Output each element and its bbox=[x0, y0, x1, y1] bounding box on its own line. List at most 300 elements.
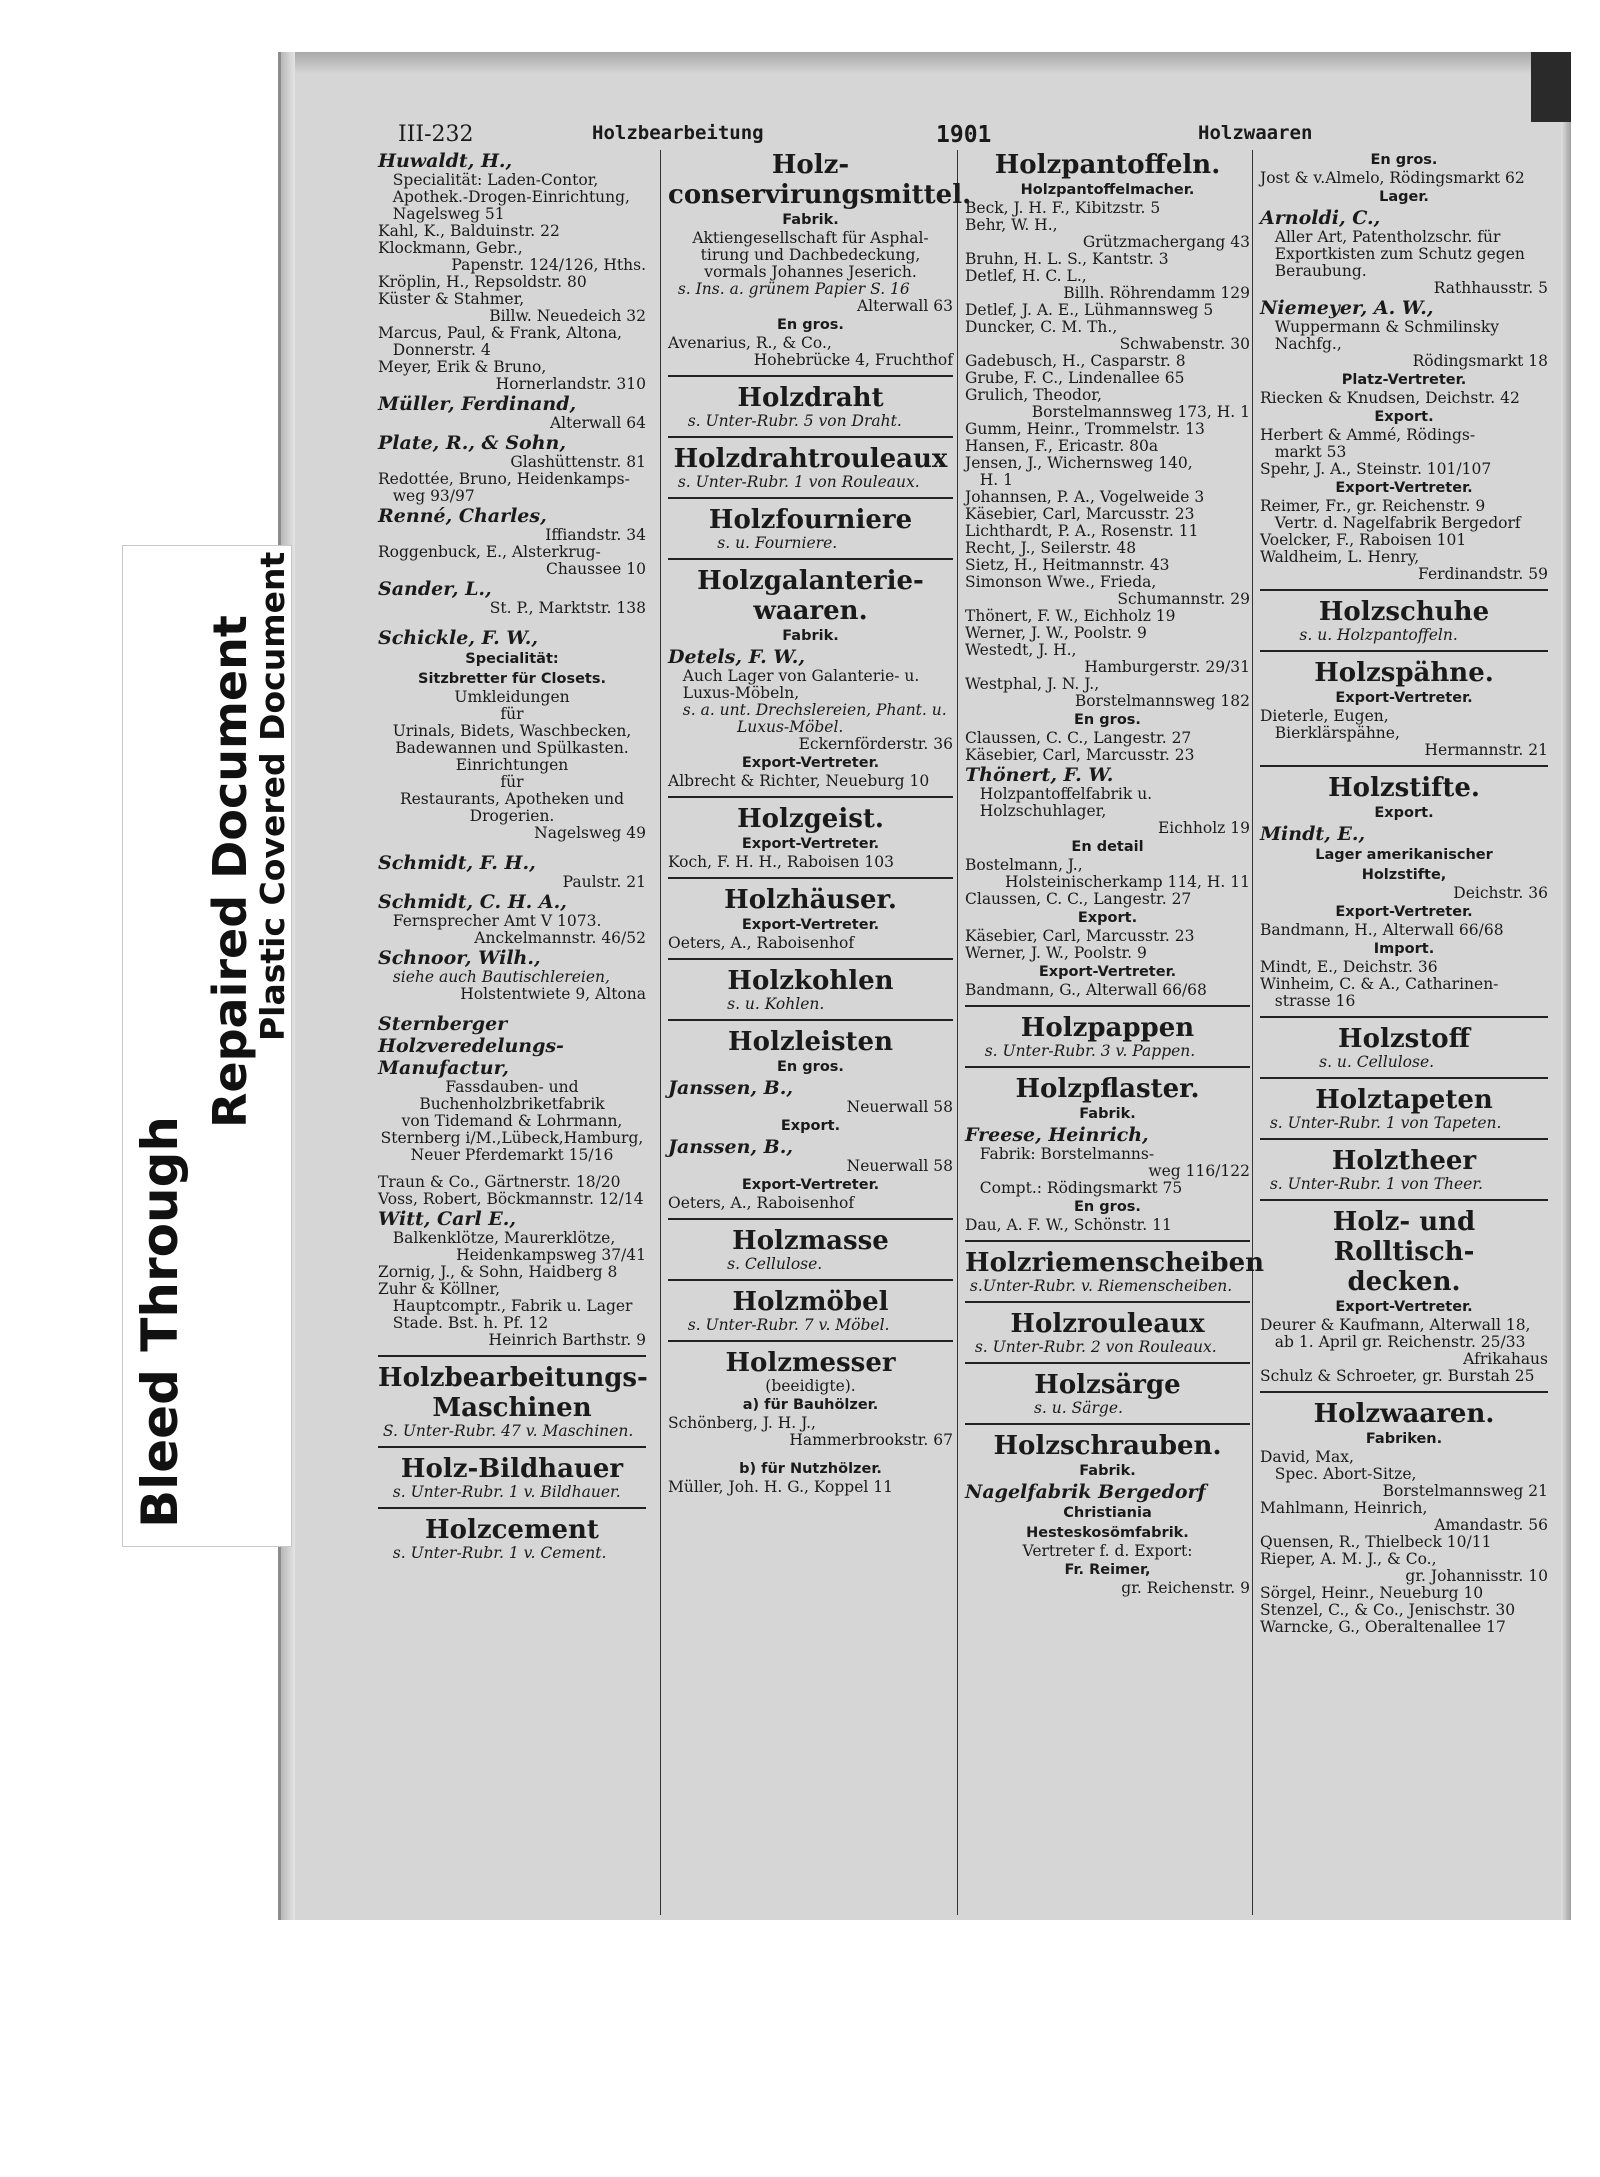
entry-address: Heinrich Barthstr. 9 bbox=[488, 1331, 646, 1349]
entry-address: gr. Reichenstr. 9 bbox=[1121, 1579, 1250, 1597]
category-heading: Holz-Bildhauer bbox=[400, 1454, 624, 1484]
category-heading: Holzmasse bbox=[732, 1226, 889, 1256]
label-repaired-document: Repaired Document bbox=[203, 615, 257, 1128]
entry-line: Exportkisten zum Schutz gegen bbox=[1260, 245, 1525, 263]
entry-line: Holzschuhlager, bbox=[965, 802, 1107, 820]
spacer bbox=[378, 842, 646, 852]
entry-line: Detlef, J. A. E., Lühmannsweg 5 bbox=[965, 301, 1214, 319]
sub-heading: Hesteskosömfabrik. bbox=[1026, 1525, 1189, 1541]
entry-line: Oeters, A., Raboisenhof bbox=[668, 934, 855, 952]
category-heading: Holzpantoffeln. bbox=[994, 150, 1221, 180]
entry-line: Westedt, J. H., bbox=[965, 641, 1077, 659]
cross-reference: s. Unter-Rubr. 7 v. Möbel. bbox=[668, 1316, 890, 1334]
entry-name: Janssen, B., bbox=[668, 1136, 793, 1158]
section-rule bbox=[965, 1066, 1250, 1068]
section-rule bbox=[668, 796, 953, 798]
sub-heading: Export. bbox=[1374, 409, 1434, 425]
entry-line: Jost & v.Almelo, Rödingsmarkt 62 bbox=[1260, 169, 1525, 187]
category-heading: Holzgeist. bbox=[737, 804, 884, 834]
entry-line: Spec. Abort-Sitze, bbox=[1260, 1465, 1417, 1483]
entry-address: Schwabenstr. 30 bbox=[1119, 335, 1250, 353]
entry-line: Grulich, Theodor, bbox=[965, 386, 1102, 404]
entry-line: Stenzel, C., & Co., Jenischstr. 30 bbox=[1260, 1601, 1516, 1619]
entry-centered: Badewannen und Spülkasten. bbox=[395, 739, 629, 757]
entry-line: ab 1. April gr. Reichenstr. 25/33 bbox=[1260, 1333, 1526, 1351]
entry-address: Hammerbrookstr. 67 bbox=[789, 1431, 953, 1449]
entry-line: Luxus-Möbeln, bbox=[668, 684, 800, 702]
entry-line: Westphal, J. N. J., bbox=[965, 675, 1100, 693]
category-heading: Holzschuhe bbox=[1318, 597, 1490, 627]
entry-line: strasse 16 bbox=[1260, 992, 1356, 1010]
entry-address: Holstentwiete 9, Altona bbox=[460, 985, 646, 1003]
cross-reference: s. Unter-Rubr. 3 v. Pappen. bbox=[965, 1042, 1196, 1060]
category-heading: Holzhäuser. bbox=[724, 885, 897, 915]
entry-centered: für bbox=[500, 705, 524, 723]
entry-line: Apothek.-Drogen-Einrichtung, bbox=[378, 188, 630, 206]
spacer bbox=[378, 617, 646, 627]
category-heading: Holzstoff bbox=[1338, 1024, 1470, 1054]
category-heading: Holzdraht bbox=[737, 383, 884, 413]
entry-line: Claussen, C. C., Langestr. 27 bbox=[965, 729, 1192, 747]
entry-centered: vormals Johannes Jeserich. bbox=[704, 263, 917, 281]
category-heading: Holzcement bbox=[425, 1515, 599, 1545]
section-rule bbox=[378, 1507, 646, 1509]
entry-address: Hohebrücke 4, Fruchthof bbox=[753, 351, 953, 369]
section-rule bbox=[668, 877, 953, 879]
entry-address: Neuerwall 58 bbox=[846, 1098, 953, 1116]
entry-line: Voelcker, F., Raboisen 101 bbox=[1260, 531, 1467, 549]
entry-line: Wuppermann & Schmilinsky bbox=[1260, 318, 1499, 336]
section-rule bbox=[378, 1355, 646, 1357]
entry-line: Balkenklötze, Maurerklötze, bbox=[378, 1229, 616, 1247]
sub-heading: Fabrik. bbox=[1079, 1463, 1136, 1479]
entry-line: Sörgel, Heinr., Neueburg 10 bbox=[1260, 1584, 1484, 1602]
category-heading: waaren. bbox=[753, 596, 868, 626]
cross-reference: s. u. Holzpantoffeln. bbox=[1260, 626, 1458, 644]
entry-address: Amandastr. 56 bbox=[1434, 1516, 1548, 1534]
sub-heading: Export-Vertreter. bbox=[1335, 904, 1473, 920]
cross-reference: s. u. Särge. bbox=[965, 1399, 1123, 1417]
entry-line: Bandmann, G., Alterwall 66/68 bbox=[965, 981, 1207, 999]
entry-line: Quensen, R., Thielbeck 10/11 bbox=[1260, 1533, 1492, 1551]
entry-address: Borstelmannsweg 21 bbox=[1382, 1482, 1548, 1500]
entry-address: Rödingsmarkt 18 bbox=[1412, 352, 1548, 370]
section-rule bbox=[668, 497, 953, 499]
sub-heading: Fr. Reimer, bbox=[1064, 1562, 1151, 1578]
entry-name: Müller, Ferdinand, bbox=[378, 393, 577, 415]
entry-name: Huwaldt, H., bbox=[378, 150, 513, 172]
entry-name: Niemeyer, A. W., bbox=[1260, 297, 1434, 319]
category-heading: Holztheer bbox=[1331, 1146, 1477, 1176]
entry-centered: Drogerien. bbox=[469, 807, 555, 825]
entry-address: Heidenkampsweg 37/41 bbox=[456, 1246, 646, 1264]
section-rule bbox=[1260, 765, 1548, 767]
directory-column-3 bbox=[965, 150, 1265, 1597]
entry-line: Hansen, F., Ericastr. 80a bbox=[965, 437, 1159, 455]
cross-reference: s. Unter-Rubr. 1 von Theer. bbox=[1260, 1175, 1483, 1193]
entry-line: Käsebier, Carl, Marcusstr. 23 bbox=[965, 927, 1195, 945]
cross-reference: s. Unter-Rubr. 1 von Rouleaux. bbox=[668, 473, 920, 491]
sub-heading: Fabrik. bbox=[1079, 1106, 1136, 1122]
sub-heading: Lager amerikanischer bbox=[1315, 847, 1493, 863]
category-heading: Holzstifte. bbox=[1328, 773, 1480, 803]
sub-heading: Export. bbox=[780, 1118, 841, 1134]
entry-address: Iffiandstr. 34 bbox=[545, 526, 646, 544]
entry-address: Rathhausstr. 5 bbox=[1433, 279, 1548, 297]
entry-address: Papenstr. 124/126, Hths. bbox=[451, 256, 646, 274]
section-rule bbox=[668, 1279, 953, 1281]
entry-line: Nachfg., bbox=[1260, 335, 1342, 353]
entry-line: H. 1 bbox=[965, 471, 1014, 489]
sub-heading: a) für Bauhölzer. bbox=[742, 1397, 879, 1413]
column-divider bbox=[957, 150, 958, 1915]
entry-address: St. P., Marktstr. 138 bbox=[489, 599, 646, 617]
category-heading: conservirungsmittel. bbox=[668, 180, 972, 210]
scan-top-shadow bbox=[281, 52, 1571, 74]
directory-column-4 bbox=[1260, 150, 1548, 1636]
category-heading: Holzgalanterie- bbox=[697, 566, 924, 596]
section-rule bbox=[668, 1218, 953, 1220]
sub-heading: b) für Nutzhölzer. bbox=[739, 1461, 882, 1477]
entry-address: Hornerlandstr. 310 bbox=[495, 375, 646, 393]
entry-line: Simonson Wwe., Frieda, bbox=[965, 573, 1157, 591]
entry-line: Mindt, E., Deichstr. 36 bbox=[1260, 958, 1438, 976]
section-rule bbox=[668, 558, 953, 560]
category-heading: Holzwaaren. bbox=[1313, 1399, 1495, 1429]
sub-heading: Export-Vertreter. bbox=[1335, 1299, 1473, 1315]
section-rule bbox=[965, 1240, 1250, 1242]
sub-heading: Export-Vertreter. bbox=[741, 755, 880, 771]
sub-heading: En gros. bbox=[777, 1059, 844, 1075]
section-rule bbox=[668, 436, 953, 438]
section-rule bbox=[965, 1005, 1250, 1007]
entry-line: Dieterle, Eugen, bbox=[1260, 707, 1389, 725]
entry-centered: Buchenholzbriketfabrik bbox=[419, 1095, 605, 1113]
entry-centered: von Tidemand & Lohrmann, bbox=[401, 1112, 623, 1130]
entry-address: Anckelmannstr. 46/52 bbox=[474, 929, 646, 947]
sub-heading: En gros. bbox=[1074, 712, 1141, 728]
entry-address: Afrikahaus bbox=[1463, 1350, 1548, 1368]
entry-line: Detlef, H. C. L., bbox=[965, 267, 1087, 285]
category-heading: Holzrouleaux bbox=[1010, 1309, 1205, 1339]
entry-address: Glashüttenstr. 81 bbox=[510, 453, 646, 471]
entry-centered: Aktiengesellschaft für Asphal- bbox=[692, 229, 929, 247]
entry-address: Eckernförderstr. 36 bbox=[798, 735, 953, 753]
entry-line: Bandmann, H., Alterwall 66/68 bbox=[1260, 921, 1504, 939]
entry-address: Billw. Neuedeich 32 bbox=[489, 307, 646, 325]
column-divider bbox=[660, 150, 661, 1915]
entry-address: Alterwall 64 bbox=[549, 414, 646, 432]
entry-line: Riecken & Knudsen, Deichstr. 42 bbox=[1260, 389, 1520, 407]
section-rule bbox=[1260, 650, 1548, 652]
entry-address: Deichstr. 36 bbox=[1453, 884, 1548, 902]
entry-name: Witt, Carl E., bbox=[378, 1208, 516, 1230]
category-heading: Holzdrahtrouleaux bbox=[673, 444, 948, 474]
entry-line: Jensen, J., Wichernsweg 140, bbox=[965, 454, 1193, 472]
sub-heading: Export-Vertreter. bbox=[1335, 480, 1473, 496]
entry-name: Plate, R., & Sohn, bbox=[378, 432, 566, 454]
entry-line: Koch, F. H. H., Raboisen 103 bbox=[668, 853, 894, 871]
entry-line: Albrecht & Richter, Neueburg 10 bbox=[668, 772, 930, 790]
entry-line: Hauptcomptr., Fabrik u. Lager bbox=[378, 1297, 633, 1315]
sub-heading: Fabriken. bbox=[1365, 1431, 1443, 1447]
entry-centered: Urinals, Bidets, Waschbecken, bbox=[392, 722, 632, 740]
section-rule bbox=[668, 1340, 953, 1342]
sub-heading: Holzpantoffelmacher. bbox=[1020, 182, 1195, 198]
entry-centered: tirung und Dachbedeckung, bbox=[700, 246, 921, 264]
category-heading: Holzleisten bbox=[728, 1027, 893, 1057]
entry-line: Vertr. d. Nagelfabrik Bergedorf bbox=[1260, 514, 1521, 532]
entry-name: Manufactur, bbox=[378, 1057, 509, 1079]
section-rule bbox=[668, 1019, 953, 1021]
entry-line: Claussen, C. C., Langestr. 27 bbox=[965, 890, 1192, 908]
entry-line: Zuhr & Köllner, bbox=[378, 1280, 500, 1298]
page-number: III-232 bbox=[398, 122, 474, 147]
section-rule bbox=[1260, 589, 1548, 591]
entry-name: Arnoldi, C., bbox=[1260, 207, 1381, 229]
entry-name: Freese, Heinrich, bbox=[965, 1124, 1149, 1146]
entry-line: Donnerstr. 4 bbox=[378, 341, 491, 359]
entry-line: Spehr, J. A., Steinstr. 101/107 bbox=[1260, 460, 1492, 478]
entry-line: Fabrik: Borstelmanns- bbox=[965, 1145, 1155, 1163]
entry-line: Schulz & Schroeter, gr. Burstah 25 bbox=[1260, 1367, 1535, 1385]
entry-centered: Vertreter f. d. Export: bbox=[1022, 1542, 1193, 1560]
entry-line: Kröplin, H., Repsoldstr. 80 bbox=[378, 273, 587, 291]
entry-line: weg 93/97 bbox=[378, 487, 475, 505]
entry-line: Gadebusch, H., Casparstr. 8 bbox=[965, 352, 1186, 370]
entry-name: Schmidt, C. H. A., bbox=[378, 891, 567, 913]
category-heading: Holzmöbel bbox=[732, 1287, 889, 1317]
entry-centered: für bbox=[500, 773, 524, 791]
cross-reference: s. Ins. a. grünem Papier S. 16 bbox=[668, 280, 910, 298]
sub-heading: Import. bbox=[1373, 941, 1435, 957]
cross-reference: s. Cellulose. bbox=[668, 1255, 823, 1273]
sub-heading: Export-Vertreter. bbox=[741, 836, 880, 852]
entry-line: Mahlmann, Heinrich, bbox=[1260, 1499, 1428, 1517]
cross-reference: siehe auch Bautischlereien, bbox=[378, 968, 610, 986]
entry-line: Müller, Joh. H. G., Koppel 11 bbox=[668, 1478, 893, 1496]
category-heading: Maschinen bbox=[432, 1393, 592, 1423]
sub-heading: Export-Vertreter. bbox=[741, 1177, 880, 1193]
spacer bbox=[378, 1003, 646, 1013]
section-rule bbox=[1260, 1016, 1548, 1018]
section-rule bbox=[965, 1423, 1250, 1425]
entry-line: Gumm, Heinr., Trommelstr. 13 bbox=[965, 420, 1205, 438]
entry-line: Beck, J. H. F., Kibitzstr. 5 bbox=[965, 199, 1161, 217]
category-heading: Holzpappen bbox=[1020, 1013, 1195, 1043]
document-condition-label bbox=[122, 545, 292, 1547]
entry-line: Küster & Stahmer, bbox=[378, 290, 525, 308]
category-heading: Holzschrauben. bbox=[993, 1431, 1222, 1461]
entry-address: Borstelmannsweg 182 bbox=[1074, 692, 1250, 710]
directory-column-1 bbox=[378, 150, 646, 1562]
header-left-title: Holzbearbeitung bbox=[592, 122, 764, 144]
entry-line: Bruhn, H. L. S., Kantstr. 3 bbox=[965, 250, 1169, 268]
cross-reference: s. u. Cellulose. bbox=[1260, 1053, 1435, 1071]
entry-centered: (beeidigte). bbox=[765, 1377, 856, 1395]
section-rule bbox=[965, 1362, 1250, 1364]
entry-line: Roggenbuck, E., Alsterkrug- bbox=[378, 543, 601, 561]
entry-centered: Fassdauben- und bbox=[445, 1078, 579, 1096]
entry-line: Oeters, A., Raboisenhof bbox=[668, 1194, 855, 1212]
entry-centered: Einrichtungen bbox=[455, 756, 569, 774]
sub-heading: Christiania bbox=[1063, 1505, 1152, 1521]
entry-address: Hermannstr. 21 bbox=[1424, 741, 1548, 759]
entry-address: Neuerwall 58 bbox=[846, 1157, 953, 1175]
entry-address: Paulstr. 21 bbox=[562, 873, 646, 891]
section-rule bbox=[1260, 1138, 1548, 1140]
entry-line: Zornig, J., & Sohn, Haidberg 8 bbox=[378, 1263, 618, 1281]
entry-line: Thönert, F. W., Eichholz 19 bbox=[965, 607, 1176, 625]
entry-name: Schmidt, F. H., bbox=[378, 852, 536, 874]
entry-line: Traun & Co., Gärtnerstr. 18/20 bbox=[378, 1173, 621, 1191]
page-right-edge bbox=[1561, 52, 1571, 1920]
category-heading: Holzfourniere bbox=[708, 505, 913, 535]
section-rule bbox=[1260, 1077, 1548, 1079]
sub-heading: En detail bbox=[1071, 839, 1144, 855]
entry-line: Bostelmann, J., bbox=[965, 856, 1083, 874]
entry-name: Sternberger bbox=[378, 1013, 508, 1035]
category-heading: Holzriemenscheiben bbox=[965, 1248, 1265, 1278]
entry-line: Behr, W. H., bbox=[965, 216, 1058, 234]
sub-heading: En gros. bbox=[1074, 1199, 1141, 1215]
entry-name: Schnoor, Wilh., bbox=[378, 947, 541, 969]
cross-reference: s. Unter-Rubr. 1 von Tapeten. bbox=[1260, 1114, 1502, 1132]
entry-address: Grützmachergang 43 bbox=[1082, 233, 1250, 251]
category-heading: Holzpflaster. bbox=[1015, 1074, 1200, 1104]
label-bleed-through: Bleed Through bbox=[131, 1116, 189, 1528]
column-divider bbox=[1252, 150, 1253, 1915]
entry-name: Sander, L., bbox=[378, 578, 492, 600]
sub-heading: Export-Vertreter. bbox=[1038, 964, 1177, 980]
entry-name: Thönert, F. W. bbox=[965, 764, 1114, 786]
header-year: 1901 bbox=[936, 122, 992, 148]
entry-address: Borstelmannsweg 173, H. 1 bbox=[1031, 403, 1250, 421]
entry-line: Nagelsweg 51 bbox=[378, 205, 505, 223]
entry-name: Mindt, E., bbox=[1260, 823, 1366, 845]
section-rule bbox=[378, 1446, 646, 1448]
cross-reference: Luxus-Möbel. bbox=[668, 718, 844, 736]
entry-line: Recht, J., Seilerstr. 48 bbox=[965, 539, 1137, 557]
category-heading: decken. bbox=[1347, 1267, 1461, 1297]
entry-name: Janssen, B., bbox=[668, 1077, 793, 1099]
entry-line: Johannsen, P. A., Vogelweide 3 bbox=[965, 488, 1205, 506]
entry-address: Hamburgerstr. 29/31 bbox=[1084, 658, 1250, 676]
sub-heading: En gros. bbox=[777, 317, 844, 333]
sub-heading: Specialität: bbox=[465, 651, 559, 667]
section-rule bbox=[965, 1301, 1250, 1303]
entry-line: Grube, F. C., Lindenallee 65 bbox=[965, 369, 1185, 387]
entry-line: Reimer, Fr., gr. Reichenstr. 9 bbox=[1260, 497, 1486, 515]
entry-line: Auch Lager von Galanterie- u. bbox=[668, 667, 920, 685]
entry-centered: Sternberg i/M.,Lübeck,Hamburg, bbox=[380, 1129, 644, 1147]
entry-line: Aller Art, Patentholzschr. für bbox=[1260, 228, 1501, 246]
entry-line: Specialität: Laden-Contor, bbox=[378, 171, 599, 189]
entry-centered: Umkleidungen bbox=[454, 688, 570, 706]
cross-reference: s. a. unt. Drechslereien, Phant. u. bbox=[668, 701, 947, 719]
entry-line: Rieper, A. M. J., & Co., bbox=[1260, 1550, 1437, 1568]
cross-reference: s. Unter-Rubr. 1 v. Cement. bbox=[378, 1544, 607, 1562]
entry-line: Avenarius, R., & Co., bbox=[668, 334, 832, 352]
entry-address: Nagelsweg 49 bbox=[534, 824, 646, 842]
cross-reference: S. Unter-Rubr. 47 v. Maschinen. bbox=[378, 1422, 634, 1440]
entry-line: Bierklärspähne, bbox=[1260, 724, 1400, 742]
category-heading: Holz- bbox=[771, 150, 850, 180]
sub-heading: Export. bbox=[1077, 910, 1138, 926]
category-heading: Holzkohlen bbox=[727, 966, 894, 996]
sub-heading: Export. bbox=[1374, 805, 1434, 821]
entry-line: Holzpantoffelfabrik u. bbox=[965, 785, 1153, 803]
entry-centered: Neuer Pferdemarkt 15/16 bbox=[410, 1146, 614, 1164]
entry-line: Warncke, G., Oberaltenallee 17 bbox=[1260, 1618, 1506, 1636]
category-heading: Holztapeten bbox=[1315, 1085, 1493, 1115]
sub-heading: Fabrik. bbox=[782, 628, 839, 644]
cross-reference: s. u. Kohlen. bbox=[668, 995, 825, 1013]
cross-reference: s. Unter-Rubr. 1 v. Bildhauer. bbox=[378, 1483, 621, 1501]
entry-line: Voss, Robert, Böckmannstr. 12/14 bbox=[378, 1190, 644, 1208]
sub-heading: Export-Vertreter. bbox=[1335, 690, 1473, 706]
section-rule bbox=[1260, 1199, 1548, 1201]
entry-centered: Restaurants, Apotheken und bbox=[399, 790, 625, 808]
spacer bbox=[668, 1449, 953, 1459]
entry-line: Waldheim, L. Henry, bbox=[1260, 548, 1420, 566]
sub-heading: Sitzbretter für Closets. bbox=[418, 671, 606, 687]
entry-name: Holzveredelungs- bbox=[378, 1035, 564, 1057]
sub-heading: En gros. bbox=[1370, 152, 1438, 168]
scan-corner-shadow bbox=[1531, 52, 1571, 122]
entry-line: Werner, J. W., Poolstr. 9 bbox=[965, 624, 1147, 642]
entry-line: Duncker, C. M. Th., bbox=[965, 318, 1118, 336]
category-heading: Holz- und Rolltisch- bbox=[1332, 1207, 1476, 1267]
cross-reference: s.Unter-Rubr. v. Riemenscheiben. bbox=[965, 1277, 1233, 1295]
entry-address: weg 116/122 bbox=[1148, 1162, 1250, 1180]
category-heading: Holzsärge bbox=[1034, 1370, 1181, 1400]
entry-name: Nagelfabrik Bergedorf bbox=[965, 1481, 1206, 1503]
section-rule bbox=[668, 375, 953, 377]
entry-name: Schickle, F. W., bbox=[378, 627, 539, 649]
section-rule bbox=[1260, 1391, 1548, 1393]
sub-heading: Platz-Vertreter. bbox=[1341, 372, 1467, 388]
entry-address: Chaussee 10 bbox=[546, 560, 646, 578]
entry-line: Herbert & Ammé, Rödings- bbox=[1260, 426, 1476, 444]
sub-heading: Lager. bbox=[1379, 189, 1429, 205]
entry-address: Ferdinandstr. 59 bbox=[1418, 565, 1548, 583]
entry-name: Renné, Charles, bbox=[378, 505, 547, 527]
entry-address: Alterwall 63 bbox=[856, 297, 953, 315]
entry-line: Schönberg, J. H. J., bbox=[668, 1414, 816, 1432]
sub-heading: Holzstifte, bbox=[1361, 867, 1447, 883]
entry-address: Schumannstr. 29 bbox=[1117, 590, 1250, 608]
cross-reference: s. u. Fourniere. bbox=[668, 534, 838, 552]
entry-line: Marcus, Paul, & Frank, Altona, bbox=[378, 324, 622, 342]
entry-line: Klockmann, Gebr., bbox=[378, 239, 523, 257]
entry-line: Deurer & Kaufmann, Alterwall 18, bbox=[1260, 1316, 1531, 1334]
entry-address: Holsteinischerkamp 114, H. 11 bbox=[1005, 873, 1250, 891]
entry-line: Winheim, C. & A., Catharinen- bbox=[1260, 975, 1499, 993]
entry-line: Stade. Bst. h. Pf. 12 bbox=[378, 1314, 549, 1332]
category-heading: Holzmesser bbox=[725, 1348, 896, 1378]
entry-address: gr. Johannisstr. 10 bbox=[1405, 1567, 1548, 1585]
entry-line: David, Max, bbox=[1260, 1448, 1354, 1466]
sub-heading: Export-Vertreter. bbox=[741, 917, 880, 933]
entry-address: Eichholz 19 bbox=[1157, 819, 1250, 837]
entry-line: Lichthardt, P. A., Rosenstr. 11 bbox=[965, 522, 1199, 540]
category-heading: Holzbearbeitungs- bbox=[378, 1363, 648, 1393]
directory-column-2 bbox=[668, 150, 972, 1496]
entry-line: Meyer, Erik & Bruno, bbox=[378, 358, 547, 376]
section-rule bbox=[668, 958, 953, 960]
category-heading: Holzspähne. bbox=[1314, 658, 1494, 688]
